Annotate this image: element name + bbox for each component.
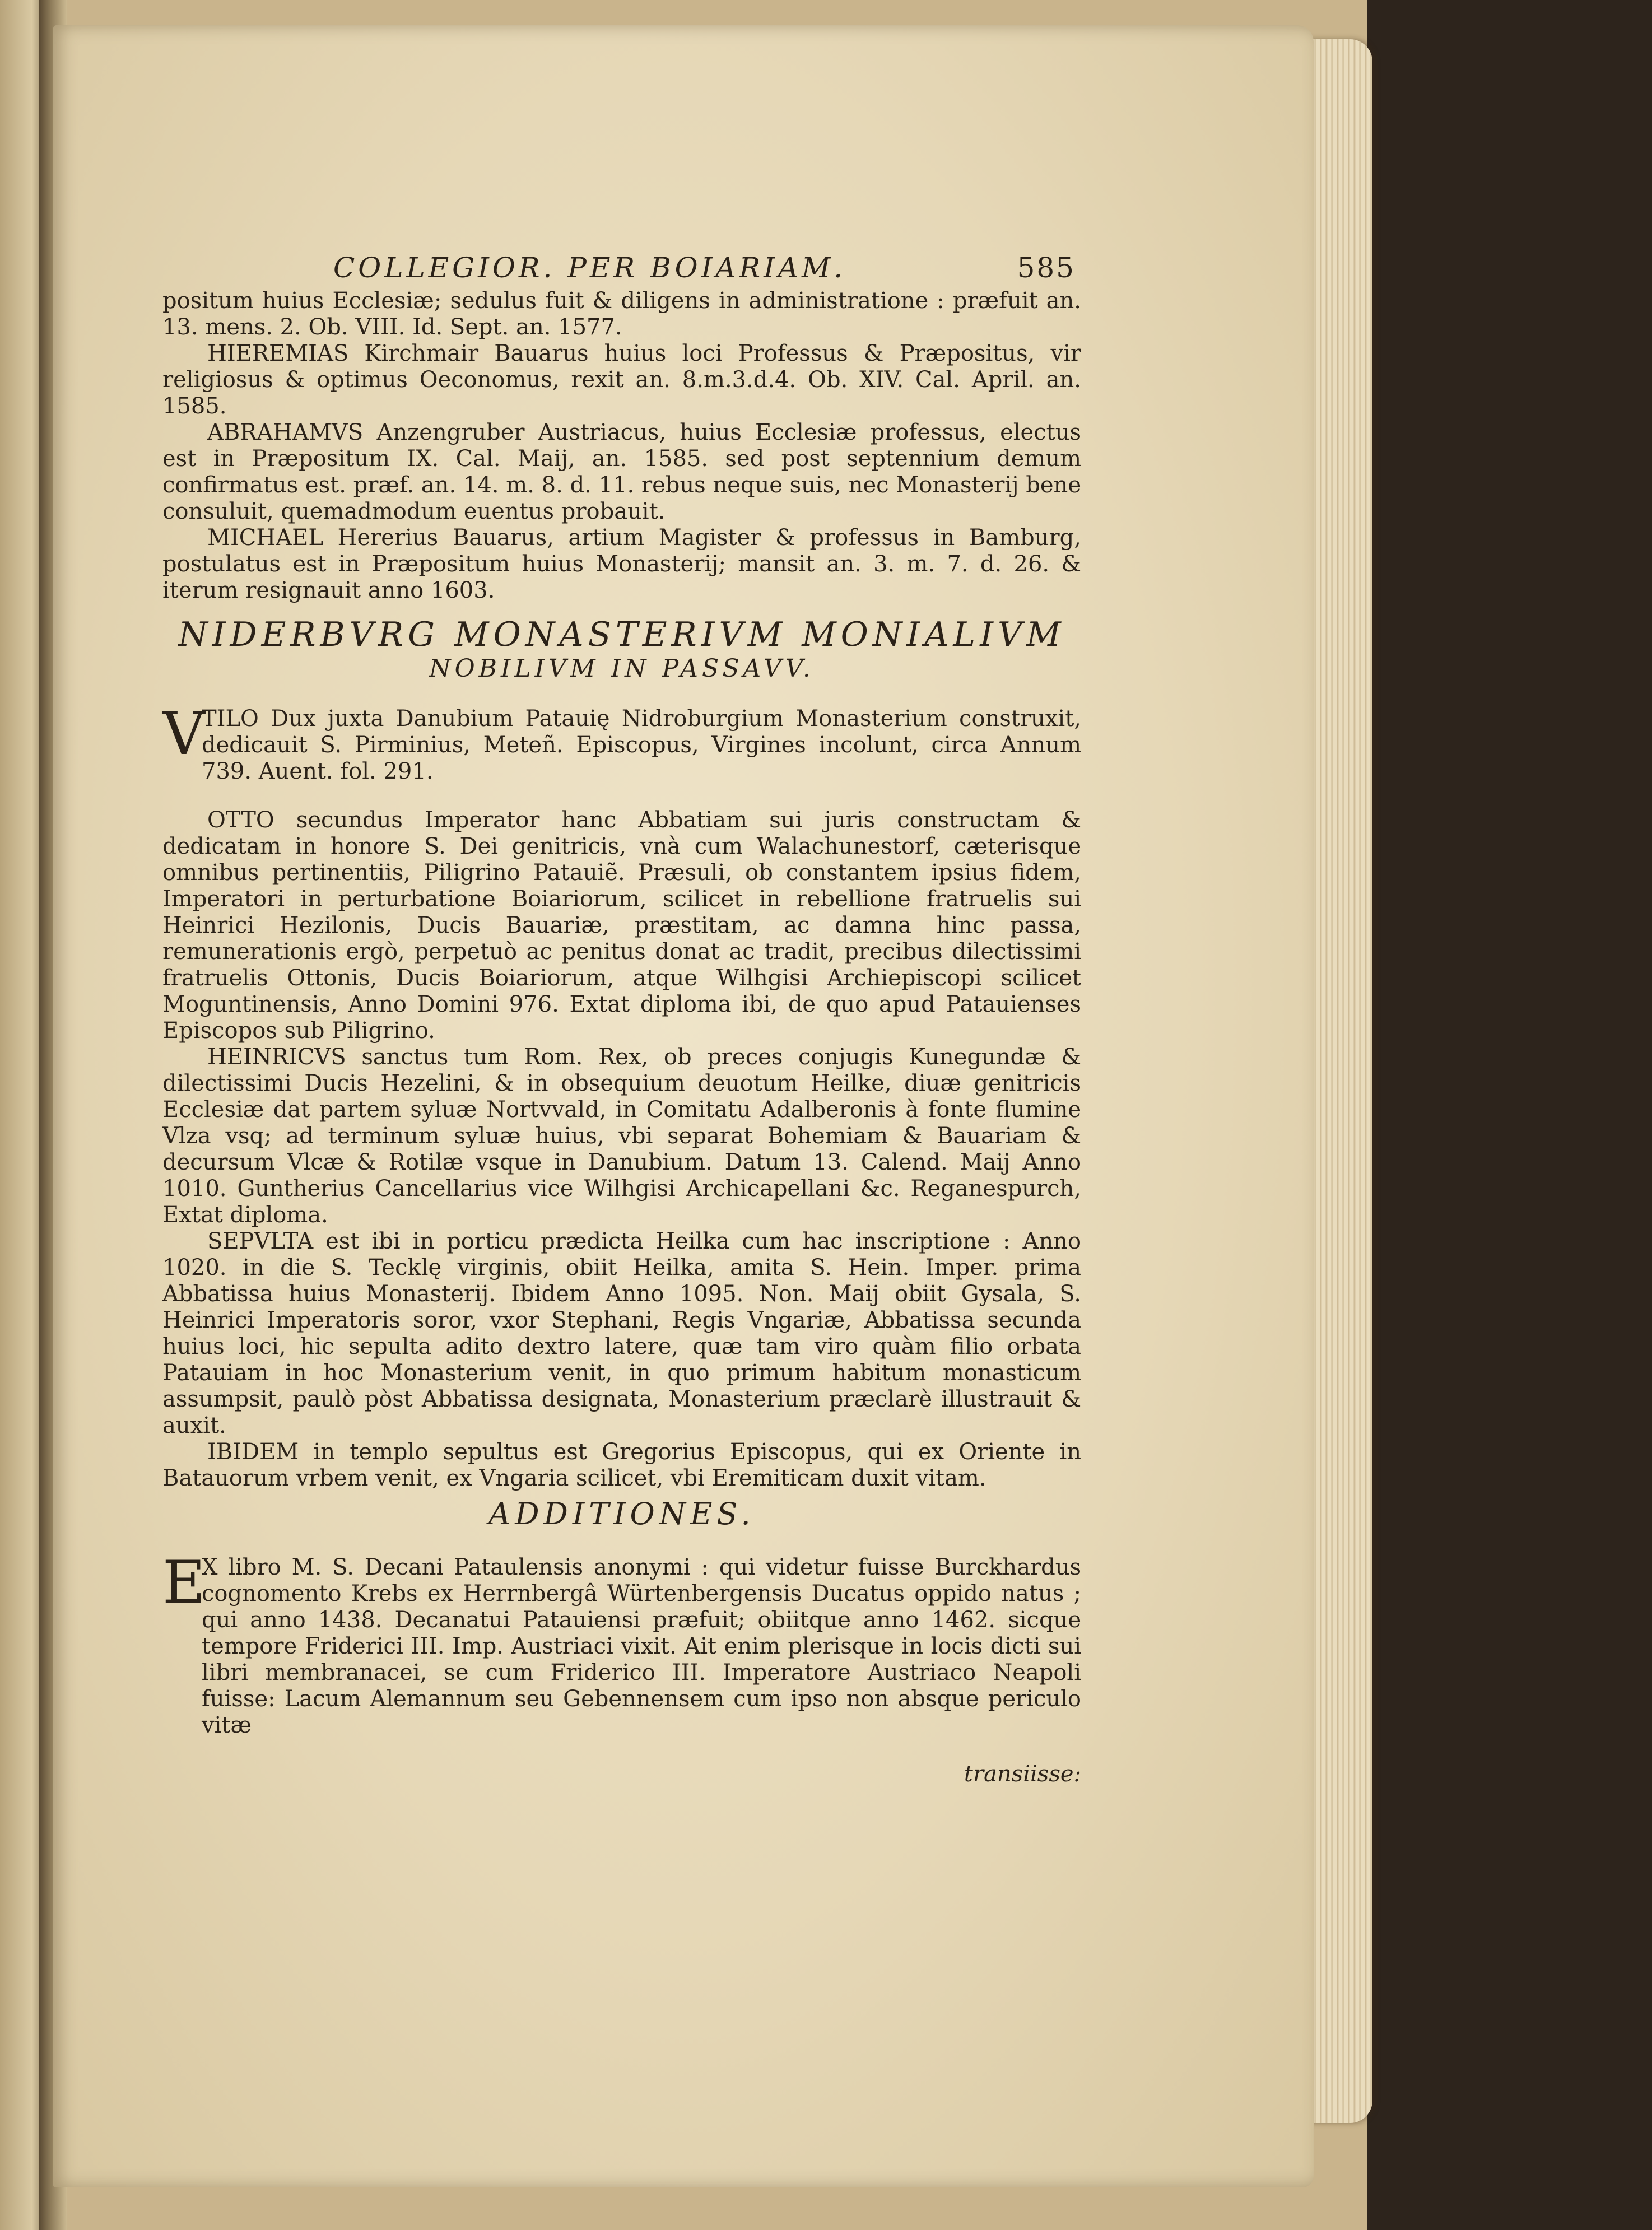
paragraph-positum: positum huius Ecclesiæ; sedulus fuit & diligens in administratione : præfuit an. 13. mens. 2. Ob. VIII. Id. Sept. an. 1577.: [162, 288, 1081, 340]
section-title: NIDERBVRG MONASTERIVM MONIALIVM: [178, 615, 1065, 654]
page-edges: [1305, 39, 1372, 2123]
paragraph-hieremias: HIEREMIAS Kirchmair Bauarus huius loci Professus & Præpositus, vir religiosus & optimus Oeconomus, rexit an. 8.m.3.d.4. Ob. XIV. Cal. April. an. 1585.: [162, 341, 1081, 419]
drop-initial-v: V: [162, 700, 205, 768]
page-number: 585: [1017, 252, 1076, 284]
paragraph-michael: MICHAEL Hererius Bauarus, artium Magister & professus in Bamburg, postulatus est in Præpositum huius Monasterij; mansit an. 3. m. 7. d. 26. & iterum resignauit anno 1603.: [162, 525, 1081, 603]
paragraph-ibidem: IBIDEM in templo sepultus est Gregorius Episcopus, qui ex Oriente in Batauorum vrbem venit, ex Vngaria scilicet, vbi Eremiticam duxit vitam.: [162, 1439, 1081, 1491]
additiones-title: ADDITIONES.: [488, 1496, 755, 1531]
running-title: COLLEGIOR. PER BOIARIAM.: [333, 252, 846, 284]
paragraph-additiones-text: X libro M. S. Decani Pataulensis anonymi : qui videtur fuisse Burckhardus cognomento Krebs ex Herrnbergâ Würtenbergensis Ducatus oppido natus ; qui anno 1438. Decanatui Patauiensi præfuit; obiitque anno 1462. sicque tempore Friderici III. Imp. Austriaci vixit. Ait enim plerisque in locis dicti sui libri membranacei, se cum Friderico III. Imperatore Austriaco Neapoli fuisse: Lacum Alemannum seu Gebennensem cum ipso non absque periculo vitæ: [202, 1554, 1081, 1738]
running-head: [333, 252, 1081, 284]
paragraph-otto: OTTO secundus Imperator hanc Abbatiam sui juris constructam & dedicatam in honore S. Dei genitricis, vnà cum Walachunestorf, cæterisque omnibus pertinentiis, Piligrino Patauiẽ. Præsuli, ob constantem ipsius fidem, Imperatori in perturbatione Boiariorum, scilicet in rebellione fratruelis sui Heinrici Hezilonis, Ducis Bauariæ, præstitam, ac damna hinc passa, remunerationis ergò, perpetuò ac penitus donat ac tradit, precibus dilectissimi fratruelis Ottonis, Ducis Boiariorum, atque Wilhgisi Archiepiscopi scilicet Moguntinensis, Anno Domini 976. Extat diploma ibi, de quo apud Patauienses Episcopos sub Piligrino.: [162, 807, 1081, 1044]
section-subtitle: NOBILIVM IN PASSAVV.: [429, 654, 815, 683]
book-cover-background: [1367, 0, 1652, 2230]
paragraph-sepulta: SEPVLTA est ibi in porticu prædicta Heilka cum hac inscriptione : Anno 1020. in die S. Tecklę virginis, obiit Heilka, amita S. Hein. Imper. prima Abbatissa huius Monasterij. Ibidem Anno 1095. Non. Maij obiit Gysala, S. Heinrici Imperatoris soror, vxor Stephani, Regis Vngariæ, Abbatissa secunda huius loci, hic sepulta adito dextro latere, quæ tam viro quàm filio orbata Patauiam in hoc Monasterium venit, in quo primum habitum monasticum assumpsit, paulò pòst Abbatissa designata, Monasterium præclarè illustrauit & auxit.: [162, 1228, 1081, 1438]
paragraph-abrahamus: ABRAHAMVS Anzengruber Austriacus, huius Ecclesiæ professus, electus est in Præpositum IX. Cal. Maij, an. 1585. sed post septennium demum confirmatus est. præf. an. 14. m. 8. d. 11. rebus neque suis, nec Monasterij bene consuluit, quemadmodum euentus probauit.: [162, 420, 1081, 524]
paragraph-vtilo: [162, 700, 1081, 785]
drop-initial-e: E: [162, 1548, 206, 1617]
paragraph-additiones: [162, 1548, 1081, 1739]
paragraph-vtilo-text: TILO Dux juxta Danubium Patauię Nidroburgium Monasterium construxit, dedicauit S. Pirminius, Meteñ. Episcopus, Virgines incolunt, circa Annum 739. Auent. fol. 291.: [202, 706, 1081, 784]
text-block: [162, 252, 1081, 1787]
paragraph-heinricus: HEINRICVS sanctus tum Rom. Rex, ob preces conjugis Kunegundæ & dilectissimi Ducis Hezelini, & in obsequium deuotum Heilke, diuæ genitricis Ecclesiæ dat partem syluæ Nortvvald, in Comitatu Adalberonis à fonte flumine Vlza vsq; ad terminum syluæ huius, vbi separat Bohemiam & Bauariam & decursum Vlcæ & Rotilæ vsque in Danubium. Datum 13. Calend. Maij Anno 1010. Guntherius Cancellarius vice Wilhgisi Archicapellani &c. Reganespurch, Extat diploma.: [162, 1044, 1081, 1228]
catchword: transiisse:: [964, 1761, 1081, 1787]
